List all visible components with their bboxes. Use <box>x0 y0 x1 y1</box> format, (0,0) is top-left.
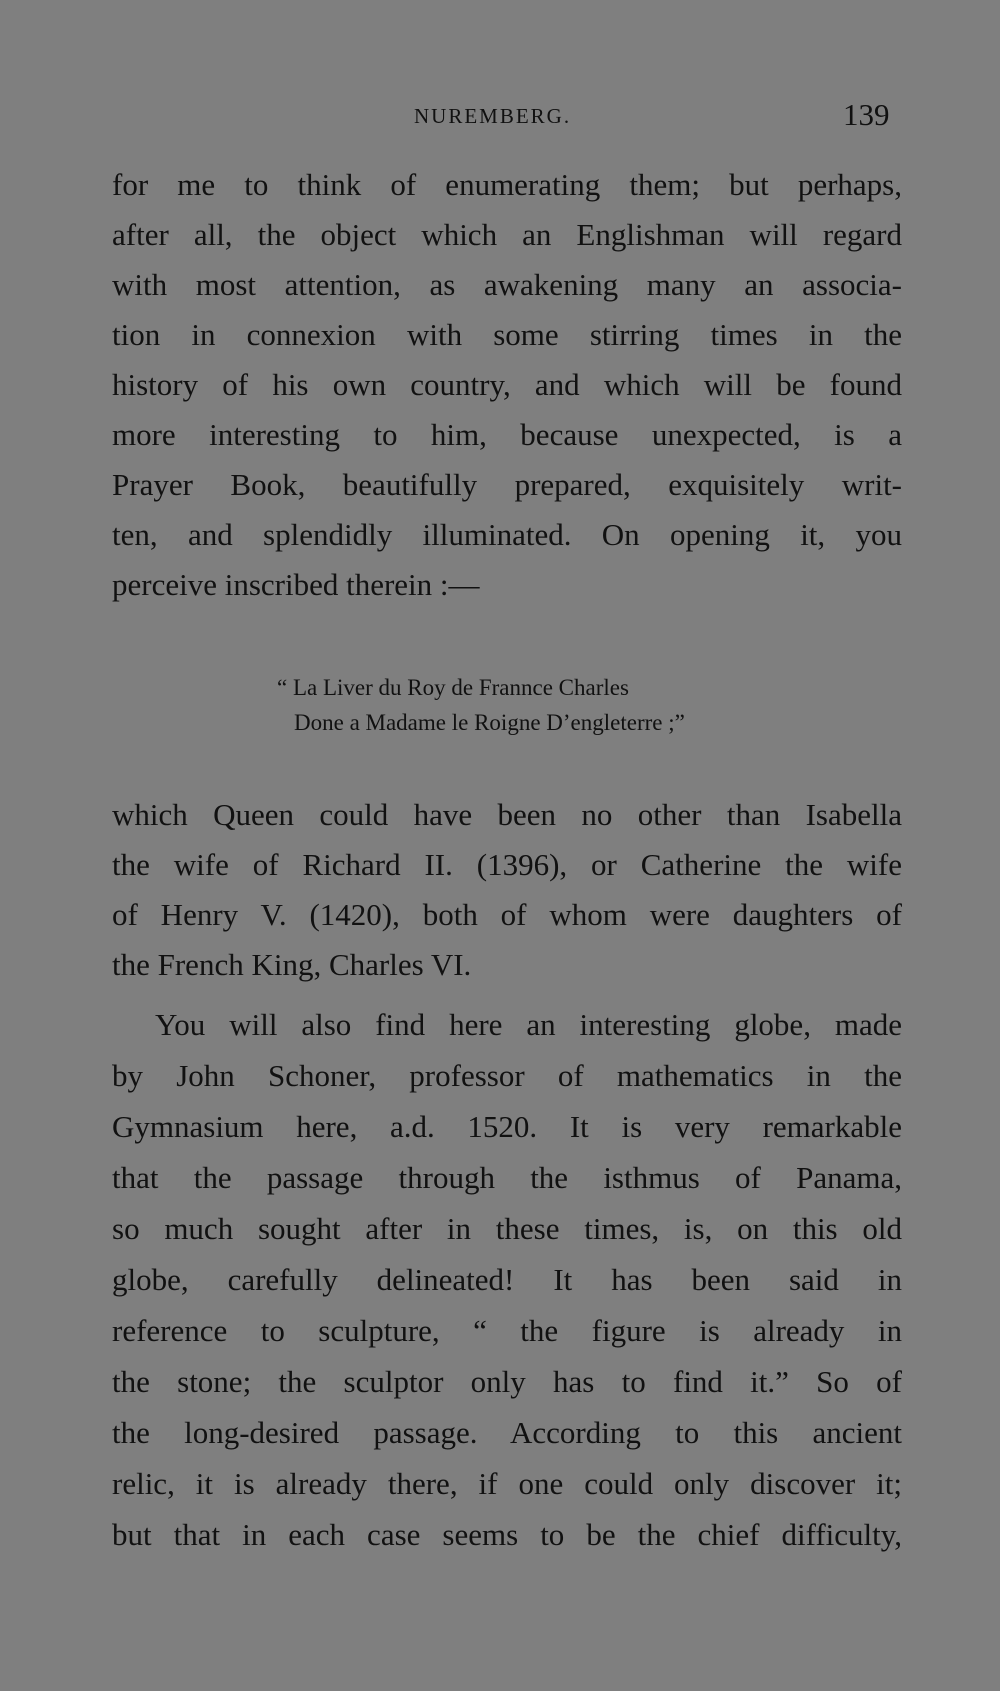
text-line: but that in each case seems to be the chief difficulty, <box>112 1517 902 1552</box>
text-line: relic, it is already there, if one could only discover it; <box>112 1466 902 1501</box>
text-line: ten, and splendidly illuminated. On opening it, you <box>112 517 902 552</box>
text-line: the wife of Richard II. (1396), or Catherine the wife <box>112 847 902 882</box>
quotation-line: “ La Liver du Roy de Frannce Charles <box>277 675 629 700</box>
text-line: of Henry V. (1420), both of whom were daughters of <box>112 897 902 932</box>
text-line: perceive inscribed therein :— <box>112 567 480 602</box>
running-title: NUREMBERG. <box>414 104 572 128</box>
text-line: after all, the object which an Englishman will regard <box>112 217 902 252</box>
text-line: the French King, Charles VI. <box>112 947 472 982</box>
text-line: Gymnasium here, a.d. 1520. It is very remarkable <box>112 1109 902 1144</box>
text-line: the stone; the sculptor only has to find it.” So of <box>112 1364 902 1399</box>
text-line: with most attention, as awakening many an associa- <box>112 267 902 302</box>
text-line: which Queen could have been no other than Isabella <box>112 797 902 832</box>
text-line: You will also find here an interesting globe, made <box>155 1007 902 1042</box>
text-line: reference to sculpture, “ the figure is already in <box>112 1313 902 1348</box>
text-line: history of his own country, and which will be found <box>112 367 902 402</box>
text-line: Prayer Book, beautifully prepared, exquisitely writ- <box>112 467 902 502</box>
text-line: by John Schoner, professor of mathematics in the <box>112 1058 902 1093</box>
text-line: so much sought after in these times, is, on this old <box>112 1211 902 1246</box>
page-number: 139 <box>843 97 890 132</box>
text-line: tion in connexion with some stirring times in the <box>112 317 902 352</box>
text-line: the long-desired passage. According to this ancient <box>112 1415 902 1450</box>
quotation-line: Done a Madame le Roigne D’engleterre ;” <box>294 710 685 735</box>
text-line: globe, carefully delineated! It has been said in <box>112 1262 902 1297</box>
text-line: more interesting to him, because unexpected, is a <box>112 417 902 452</box>
text-line: that the passage through the isthmus of Panama, <box>112 1160 902 1195</box>
text-line: for me to think of enumerating them; but perhaps, <box>112 167 902 202</box>
